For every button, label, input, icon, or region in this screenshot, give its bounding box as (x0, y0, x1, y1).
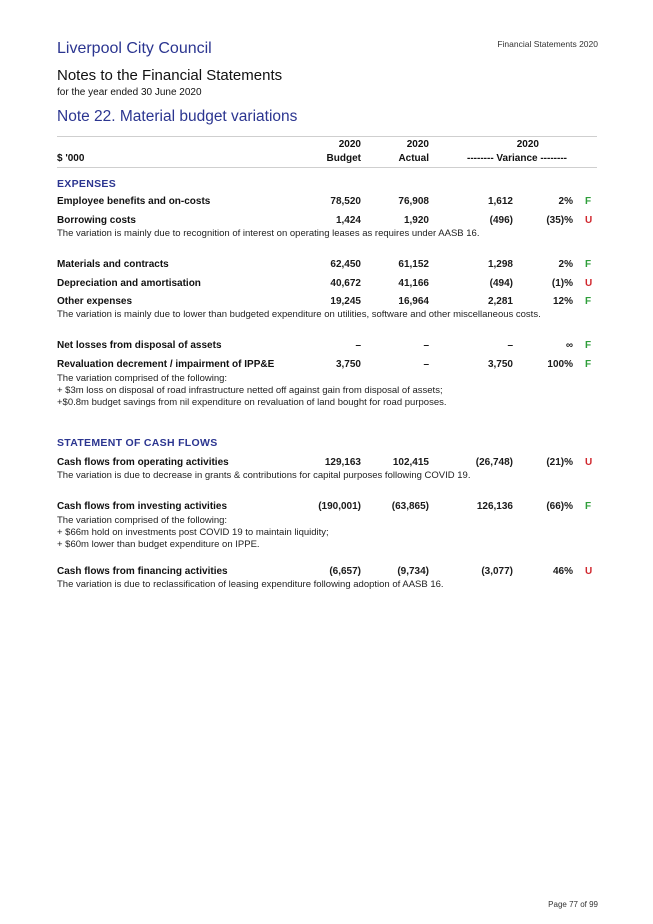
row-label: Net losses from disposal of assets (57, 340, 222, 351)
variance-flag: U (585, 278, 593, 289)
variance-flag: F (585, 359, 592, 370)
table-row (0, 278, 653, 292)
table-row (0, 457, 653, 471)
row-label: Depreciation and amortisation (57, 278, 201, 289)
actual-value: 76,908 (398, 196, 429, 207)
variance-explanation: + $60m lower than budget expenditure on IPPE. (57, 539, 260, 550)
variance-explanation: The variation comprised of the following: (57, 515, 228, 526)
variance-flag: U (585, 566, 593, 577)
budget-value: 62,450 (330, 259, 361, 270)
variance-value: (3,077) (481, 566, 513, 577)
col-unit: $ '000 (57, 153, 85, 164)
variance-flag: U (585, 457, 593, 468)
variance-percent: (21)% (546, 457, 573, 468)
budget-value: 40,672 (330, 278, 361, 289)
variance-explanation: The variation is due to decrease in grants & contributions for capital purposes following COVID 19. (57, 470, 471, 481)
document-header-label: Financial Statements 2020 (497, 39, 598, 49)
actual-value: (9,734) (397, 566, 429, 577)
variance-explanation: The variation is due to reclassification of leasing expenditure following adoption of AASB 16. (57, 579, 444, 590)
actual-value: – (423, 359, 429, 370)
budget-value: (190,001) (318, 501, 361, 512)
col-year-budget: 2020 (338, 139, 361, 150)
col-variance: -------- Variance -------- (467, 153, 567, 164)
variance-percent: (35)% (546, 215, 573, 226)
actual-value: 16,964 (398, 296, 429, 307)
divider (57, 167, 597, 168)
variance-percent: 2% (558, 196, 573, 207)
variance-explanation: The variation comprised of the following: (57, 373, 228, 384)
table-row (0, 359, 653, 373)
variance-value: 126,136 (476, 501, 513, 512)
variance-flag: F (585, 501, 592, 512)
table-row (0, 196, 653, 210)
col-actual: Actual (398, 153, 429, 164)
row-label: Borrowing costs (57, 215, 136, 226)
budget-value: 78,520 (330, 196, 361, 207)
council-name: Liverpool City Council (57, 40, 212, 57)
table-row (0, 340, 653, 354)
actual-value: 61,152 (398, 259, 429, 270)
page-subtitle: for the year ended 30 June 2020 (57, 87, 202, 98)
variance-percent: (1)% (551, 278, 573, 289)
budget-value: (6,657) (329, 566, 361, 577)
page-number: Page 77 of 99 (548, 900, 598, 909)
variance-percent: 46% (552, 566, 573, 577)
variance-value: (26,748) (475, 457, 513, 468)
row-label: Cash flows from financing activities (57, 566, 228, 577)
table-row (0, 566, 653, 580)
row-label: Employee benefits and on-costs (57, 196, 211, 207)
col-budget: Budget (326, 153, 361, 164)
budget-value: – (355, 340, 361, 351)
budget-value: 129,163 (324, 457, 361, 468)
actual-value: 1,920 (403, 215, 429, 226)
note-title: Note 22. Material budget variations (57, 108, 298, 125)
variance-percent: 2% (558, 259, 573, 270)
variance-percent: ∞ (565, 340, 573, 351)
divider (57, 136, 597, 137)
actual-value: – (423, 340, 429, 351)
variance-percent: 100% (547, 359, 573, 370)
variance-flag: F (585, 259, 592, 270)
actual-value: 41,166 (398, 278, 429, 289)
page-title: Notes to the Financial Statements (57, 67, 283, 84)
variance-value: 1,612 (487, 196, 513, 207)
col-year-variance: 2020 (516, 139, 539, 150)
variance-flag: U (585, 215, 593, 226)
actual-value: (63,865) (391, 501, 429, 512)
row-label: Other expenses (57, 296, 133, 307)
variance-explanation: The variation is mainly due to recognition of interest on operating leases as requires under AASB 16. (57, 228, 480, 239)
variance-value: 2,281 (487, 296, 513, 307)
section-heading-cash-flows: STATEMENT OF CASH FLOWS (57, 437, 218, 449)
variance-explanation: +$0.8m budget savings from nil expenditure on revaluation of land bought for road purposes. (57, 397, 447, 408)
row-label: Cash flows from operating activities (57, 457, 229, 468)
variance-explanation: + $66m hold on investments post COVID 19 to maintain liquidity; (57, 527, 329, 538)
variance-value: (494) (489, 278, 513, 289)
variance-percent: (66)% (546, 501, 573, 512)
variance-flag: F (585, 296, 592, 307)
table-row (0, 296, 653, 310)
actual-value: 102,415 (392, 457, 429, 468)
section-heading-expenses: EXPENSES (57, 178, 117, 190)
row-label: Revaluation decrement / impairment of IPP&E (57, 359, 275, 370)
budget-value: 3,750 (335, 359, 361, 370)
variance-flag: F (585, 340, 592, 351)
variance-value: 1,298 (487, 259, 513, 270)
budget-value: 1,424 (335, 215, 361, 226)
table-row (0, 215, 653, 229)
variance-value: – (507, 340, 513, 351)
table-row (0, 259, 653, 273)
row-label: Materials and contracts (57, 259, 169, 270)
col-year-actual: 2020 (406, 139, 429, 150)
variance-explanation: The variation is mainly due to lower than budgeted expenditure on utilities, software and other miscellaneous costs. (57, 309, 541, 320)
variance-percent: 12% (552, 296, 573, 307)
variance-explanation: + $3m loss on disposal of road infrastructure netted off against gain from disposal of assets; (57, 385, 443, 396)
row-label: Cash flows from investing activities (57, 501, 228, 512)
budget-value: 19,245 (330, 296, 361, 307)
variance-flag: F (585, 196, 592, 207)
table-row (0, 501, 653, 515)
variance-value: 3,750 (487, 359, 513, 370)
variance-value: (496) (489, 215, 513, 226)
